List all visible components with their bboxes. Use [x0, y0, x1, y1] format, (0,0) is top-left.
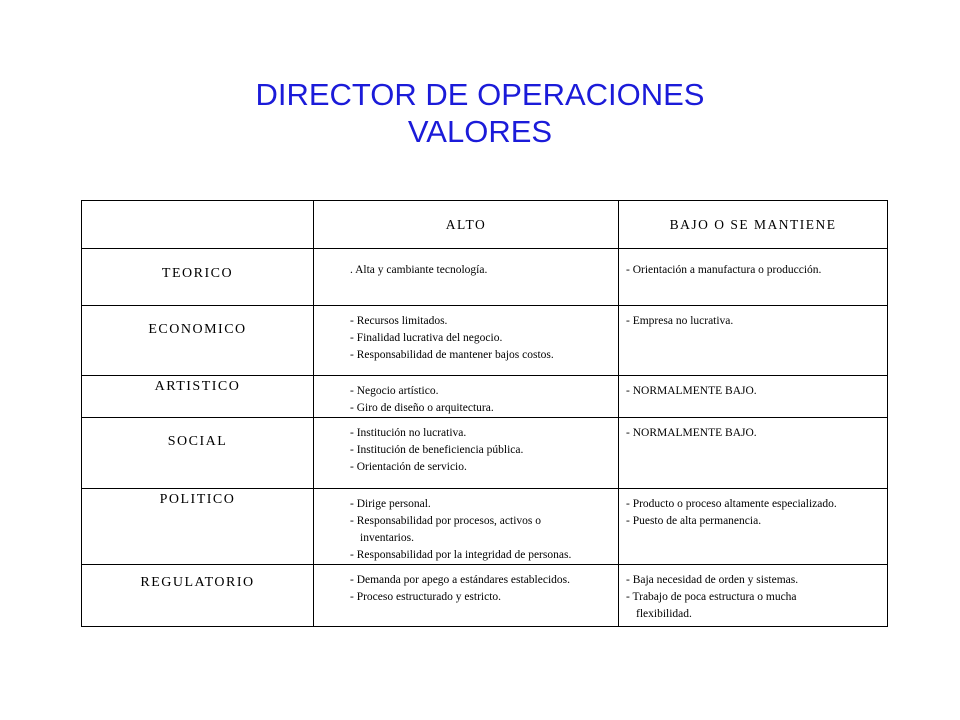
bajo-cell	[619, 306, 888, 376]
row-label-cell	[82, 565, 314, 627]
header-bajo: BAJO O SE MANTIENE	[619, 201, 888, 249]
row-label-cell	[82, 489, 314, 565]
row-label-social: SOCIAL	[167, 434, 228, 449]
alto-cell	[314, 376, 619, 418]
header-empty-cell	[82, 201, 314, 249]
table-row	[82, 376, 888, 418]
row-label-teorico: TEORICO	[161, 266, 234, 281]
list-item: - NORMALMENTE BAJO.	[626, 427, 757, 439]
table-row	[82, 249, 888, 306]
list-item-continuation: flexibilidad.	[636, 608, 692, 620]
list-item: . Alta y cambiante tecnología.	[350, 264, 488, 276]
list-item: - Orientación a manufactura o producción.	[626, 264, 822, 276]
row-label-economico: ECONOMICO	[148, 322, 247, 337]
row-label-cell	[82, 418, 314, 489]
row-label-cell	[82, 376, 314, 418]
list-item: - Puesto de alta permanencia.	[626, 515, 762, 527]
list-item: - Negocio artístico.	[350, 385, 439, 397]
list-item: - Demanda por apego a estándares establecidos.	[350, 574, 571, 586]
bajo-cell	[619, 489, 888, 565]
list-item: - Orientación de servicio.	[350, 461, 467, 473]
alto-cell	[314, 249, 619, 306]
list-item: - Finalidad lucrativa del negocio.	[350, 332, 503, 344]
list-item: - Responsabilidad por procesos, activos o	[350, 515, 541, 527]
list-item: - Baja necesidad de orden y sistemas.	[626, 574, 799, 586]
row-label-artistico: ARTISTICO	[154, 379, 241, 394]
row-label-politico: POLITICO	[159, 492, 236, 507]
values-table	[81, 200, 888, 627]
alto-cell	[314, 565, 619, 627]
list-item: - Responsabilidad de mantener bajos costos.	[350, 349, 554, 361]
list-item: - Empresa no lucrativa.	[626, 315, 734, 327]
row-label-cell	[82, 306, 314, 376]
table-row	[82, 565, 888, 627]
table-row	[82, 489, 888, 565]
list-item: - Dirige personal.	[350, 498, 431, 510]
bajo-cell	[619, 565, 888, 627]
list-item: - Producto o proceso altamente especializado.	[626, 498, 837, 510]
table-row	[82, 306, 888, 376]
slide-subtitle: VALORES	[407, 114, 553, 149]
list-item: - Responsabilidad por la integridad de personas.	[350, 549, 572, 561]
list-item: - NORMALMENTE BAJO.	[626, 385, 757, 397]
table-header-row	[82, 201, 888, 249]
alto-cell	[314, 418, 619, 489]
slide-title: DIRECTOR DE OPERACIONES	[255, 77, 705, 112]
list-item: - Institución de beneficiencia pública.	[350, 444, 524, 456]
list-item: - Recursos limitados.	[350, 315, 448, 327]
list-item: - Trabajo de poca estructura o mucha	[626, 591, 797, 603]
list-item-continuation: inventarios.	[360, 532, 414, 544]
header-alto: ALTO	[314, 201, 619, 249]
bajo-cell	[619, 418, 888, 489]
list-item: - Institución no lucrativa.	[350, 427, 467, 439]
list-item: - Proceso estructurado y estricto.	[350, 591, 502, 603]
row-label-cell	[82, 249, 314, 306]
bajo-cell	[619, 249, 888, 306]
table-row	[82, 418, 888, 489]
list-item: - Giro de diseño o arquitectura.	[350, 402, 494, 414]
alto-cell	[314, 306, 619, 376]
alto-cell	[314, 489, 619, 565]
bajo-cell	[619, 376, 888, 418]
row-label-regulatorio: REGULATORIO	[140, 575, 255, 590]
